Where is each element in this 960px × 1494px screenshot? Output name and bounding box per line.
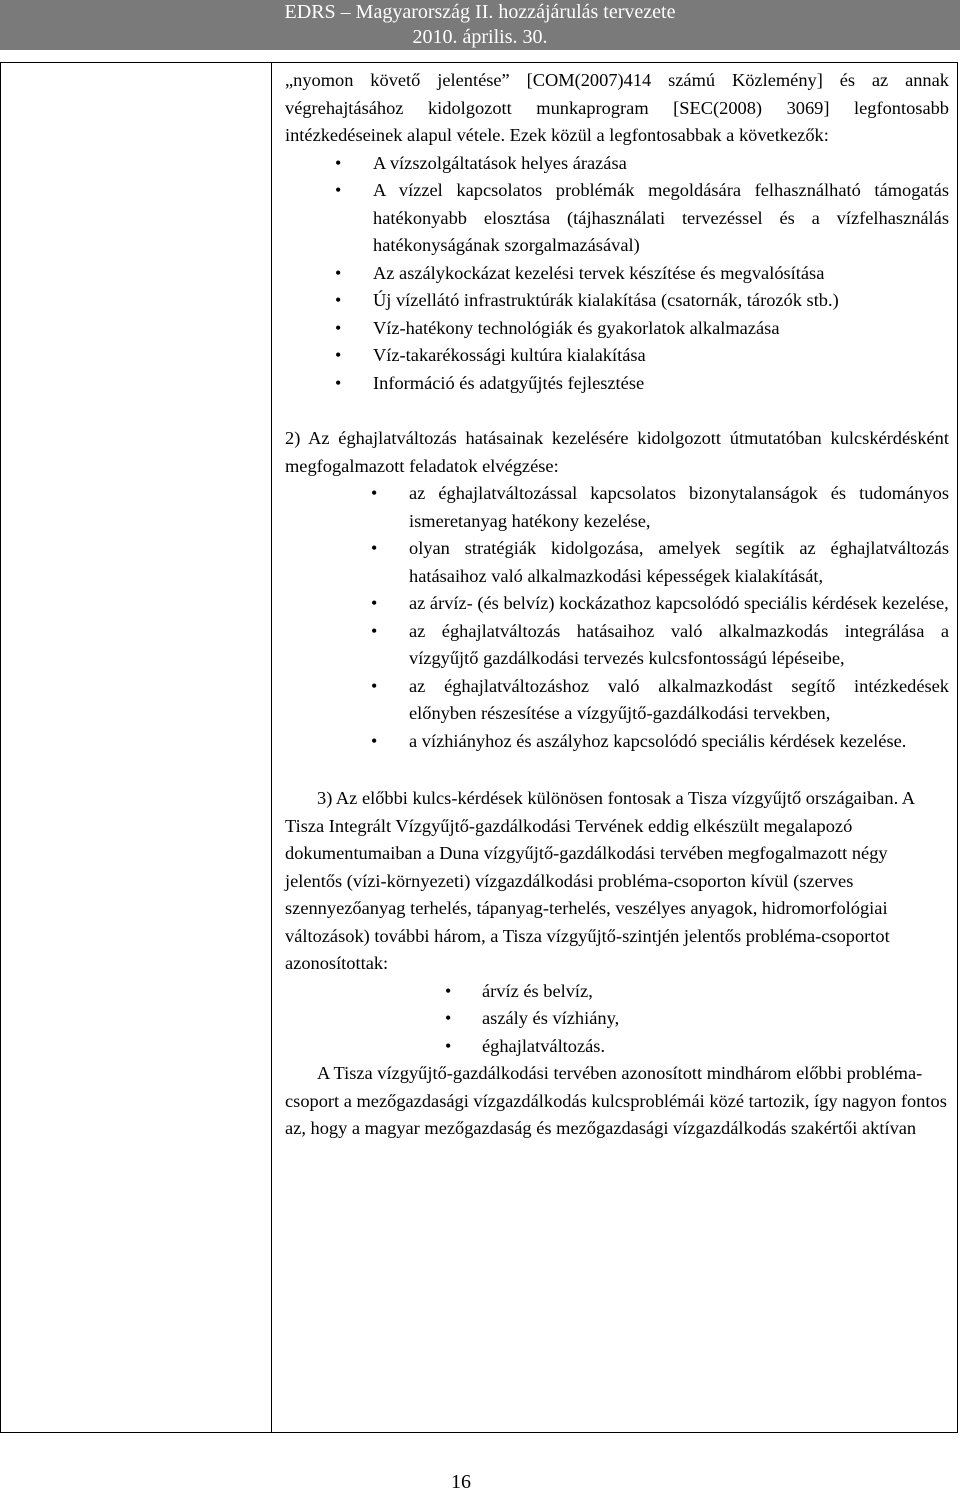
section1-intro: „nyomon követő jelentése” [COM(2007)414 számú Közlemény] és az annak végrehajtásához kidolgozott munkaprogram [SEC(2008) 3069] legfontosabb intézkedéseinek alapul vétele. Ezek közül a legfontosabbak a következők: bbox=[285, 70, 949, 145]
page-header bbox=[0, 0, 960, 50]
list-item: • az éghajlatváltozáshoz való alkalmazkodást segítő intézkedések előnyben részesítése a vízgyűjtő-gazdálkodási tervekben, bbox=[285, 673, 949, 728]
list-item: • a vízhiányhoz és aszályhoz kapcsolódó speciális kérdések kezelése. bbox=[285, 728, 949, 756]
list-item: • Víz-hatékony technológiák és gyakorlatok alkalmazása bbox=[285, 315, 949, 343]
header-date: 2010. április. 30. bbox=[412, 26, 548, 48]
spacer bbox=[285, 755, 949, 785]
list-item: • Az aszálykockázat kezelési tervek készítése és megvalósítása bbox=[285, 260, 949, 288]
list-item: • olyan stratégiák kidolgozása, amelyek segítik az éghajlatváltozás hatásaihoz való alkalmazkodási képességek kialakítását, bbox=[285, 535, 949, 590]
section3-closing: A Tisza vízgyűjtő-gazdálkodási tervében azonosított mindhárom előbbi probléma-csoport a mezőgazdasági vízgazdálkodás kulcsproblémái közé tartozik, így nagyon fontos az, hogy a magyar mezőgazdaság és mezőgazdasági vízgazdálkodás szakértői aktívan bbox=[285, 1063, 947, 1138]
list-item: • A vízzel kapcsolatos problémák megoldására felhasználható támogatás hatékonyabb elosztása (tájhasználati tervezéssel és a vízfelhasználás hatékonyságának szorgalmazásával) bbox=[285, 177, 949, 260]
list-item: • Víz-takarékossági kultúra kialakítása bbox=[285, 342, 949, 370]
list-item: • aszály és vízhiány, bbox=[285, 1005, 949, 1033]
page-number: 16 bbox=[451, 1471, 471, 1493]
list-item: • A vízszolgáltatások helyes árazása bbox=[285, 150, 949, 178]
list-item: • az árvíz- (és belvíz) kockázathoz kapcsolódó speciális kérdések kezelése, bbox=[285, 590, 949, 618]
section2-bullet-list bbox=[285, 480, 949, 755]
list-item: • az éghajlatváltozás hatásaihoz való alkalmazkodás integrálása a vízgyűjtő gazdálkodási tervezés kulcsfontosságú lépéseibe, bbox=[285, 618, 949, 673]
column-divider bbox=[271, 63, 272, 1432]
section1-bullet-list bbox=[285, 150, 949, 398]
list-item: • Új vízellátó infrastruktúrák kialakítása (csatornák, tározók stb.) bbox=[285, 287, 949, 315]
section2-intro: 2) Az éghajlatváltozás hatásainak kezelésére kidolgozott útmutatóban kulcskérdésként megfogalmazott feladatok elvégzése: bbox=[285, 428, 949, 476]
content-column bbox=[285, 67, 949, 1143]
section3-bullet-list bbox=[285, 978, 949, 1061]
list-item: • Információ és adatgyűjtés fejlesztése bbox=[285, 370, 949, 398]
header-title: EDRS – Magyarország II. hozzájárulás tervezete bbox=[284, 1, 676, 23]
list-item: • árvíz és belvíz, bbox=[285, 978, 949, 1006]
list-item: • éghajlatváltozás. bbox=[285, 1033, 949, 1061]
document-table bbox=[0, 62, 958, 1433]
spacer bbox=[285, 397, 949, 425]
section3-intro: 3) Az előbbi kulcs-kérdések különösen fontosak a Tisza vízgyűjtő országaiban. A Tisza Integrált Vízgyűjtő-gazdálkodási Tervének eddig elkészült megalapozó dokumentumaiban a Duna vízgyűjtő-gazdálkodási tervében megfogalmazott négy jelentős (vízi-környezeti) vízgazdálkodási probléma-csoporton kívül (szerves szennyezőanyag terhelés, tápanyag-terhelés, veszélyes anyagok, hidromorfológiai változások) további három, a Tisza vízgyűjtő-szintjén jelentős probléma-csoportot azonosítottak: bbox=[285, 788, 915, 973]
list-item: • az éghajlatváltozással kapcsolatos bizonytalanságok és tudományos ismeretanyag hatékony kezelése, bbox=[285, 480, 949, 535]
